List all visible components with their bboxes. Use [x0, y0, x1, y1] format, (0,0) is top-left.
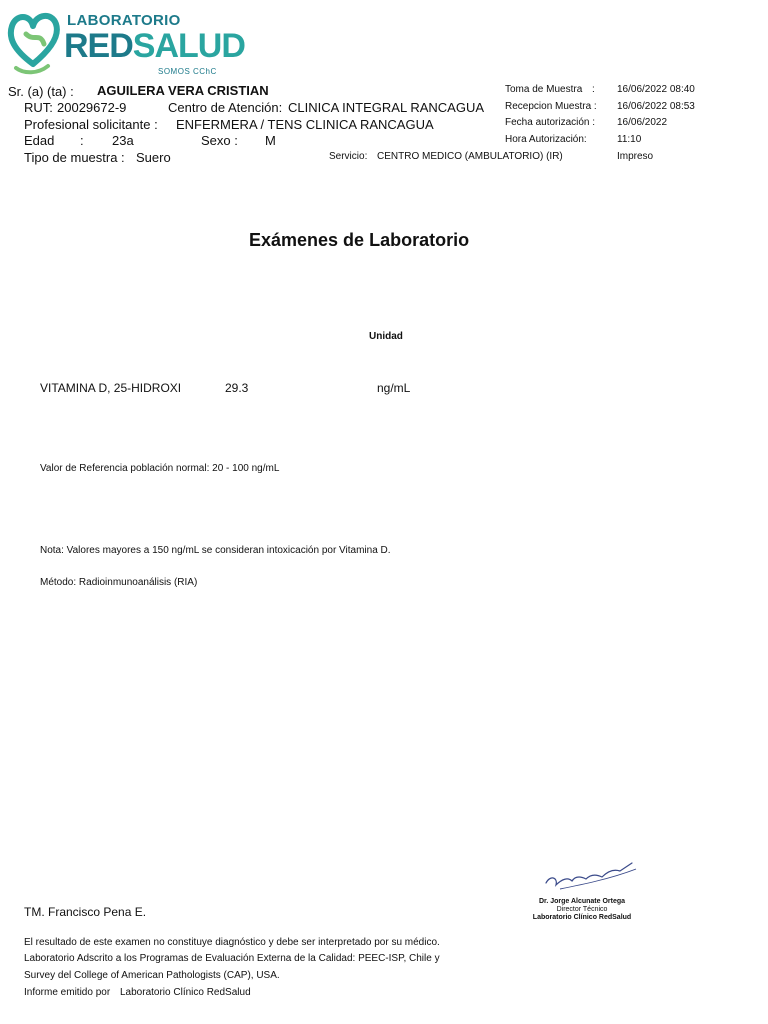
recepcion-value: 16/06/2022 08:53 — [617, 101, 695, 112]
hora-aut-value: 11:10 — [617, 134, 642, 145]
servicio-label: Servicio: — [329, 151, 368, 162]
signature-scribble-icon — [540, 855, 640, 895]
prof-value: ENFERMERA / TENS CLINICA RANCAGUA — [176, 117, 434, 132]
signature-block — [522, 898, 642, 922]
exam-value: 29.3 — [225, 381, 249, 395]
footer-line-3: Survey del College of American Pathologists (CAP), USA. — [24, 970, 280, 981]
heart-logo-icon — [4, 4, 62, 78]
edad-label: Edad — [24, 133, 55, 148]
sexo-value: M — [265, 133, 276, 148]
name-label: Sr. (a) (ta) : — [8, 84, 74, 99]
toma-sep: : — [592, 84, 595, 95]
fecha-aut-label: Fecha autorización : — [505, 117, 596, 128]
page-title: Exámenes de Laboratorio — [249, 230, 470, 250]
recepcion-label: Recepcion Muestra : — [505, 101, 597, 112]
reference-text: Valor de Referencia población normal: 20 - 100 ng/mL — [40, 463, 280, 474]
rut-label: RUT: — [24, 100, 53, 115]
hora-aut-label: Hora Autorización: — [505, 134, 587, 145]
signature-name: Dr. Jorge Alcunate Ortega — [538, 898, 626, 905]
exam-unit: ng/mL — [377, 381, 411, 395]
unit-header: Unidad — [369, 331, 403, 342]
signature-org: Laboratorio Clínico RedSalud — [532, 914, 632, 921]
footer-line-4-value: Laboratorio Clínico RedSalud — [120, 987, 251, 998]
rut-value: 20029672-9 — [57, 100, 127, 115]
tm-name: TM. Francisco Pena E. — [24, 905, 147, 919]
sexo-label: Sexo : — [201, 133, 238, 148]
footer-line-1: El resultado de este examen no constituye diagnóstico y debe ser interpretado por su médico. — [24, 937, 440, 948]
toma-label: Toma de Muestra — [505, 84, 583, 95]
servicio-value: CENTRO MEDICO (AMBULATORIO) (IR) — [377, 151, 563, 162]
centro-label: Centro de Atención: — [168, 100, 283, 115]
brand-main-b: SALUD — [132, 27, 245, 65]
note-text: Nota: Valores mayores a 150 ng/mL se consideran intoxicación por Vitamina D. — [40, 545, 391, 556]
brand-main-a: RED — [64, 27, 133, 65]
centro-value: CLINICA INTEGRAL RANCAGUA — [288, 100, 485, 115]
footer-line-4-label: Informe emitido por — [24, 987, 111, 998]
method-text: Método: Radioinmunoanálisis (RIA) — [40, 577, 198, 588]
exam-name: VITAMINA D, 25-HIDROXI — [40, 381, 182, 395]
footer-line-2: Laboratorio Adscrito a los Programas de Evaluación Externa de la Calidad: PEEC-ISP, Chile y — [24, 953, 440, 964]
tipo-value: Suero — [136, 150, 171, 165]
patient-name: AGUILERA VERA CRISTIAN — [97, 83, 269, 98]
edad-sep: : — [80, 133, 84, 148]
fecha-aut-value: 16/06/2022 — [617, 117, 668, 128]
brand-main-text — [64, 27, 245, 66]
prof-label: Profesional solicitante : — [24, 117, 158, 132]
edad-value: 23a — [112, 133, 134, 148]
tipo-label: Tipo de muestra : — [24, 150, 125, 165]
brand-sub-text: SOMOS CChC — [158, 67, 217, 76]
brand-top-text: LABORATORIO — [67, 12, 181, 29]
estado-value: Impreso — [617, 151, 654, 162]
toma-value: 16/06/2022 08:40 — [617, 84, 695, 95]
signature-role: Director Técnico — [556, 906, 608, 913]
